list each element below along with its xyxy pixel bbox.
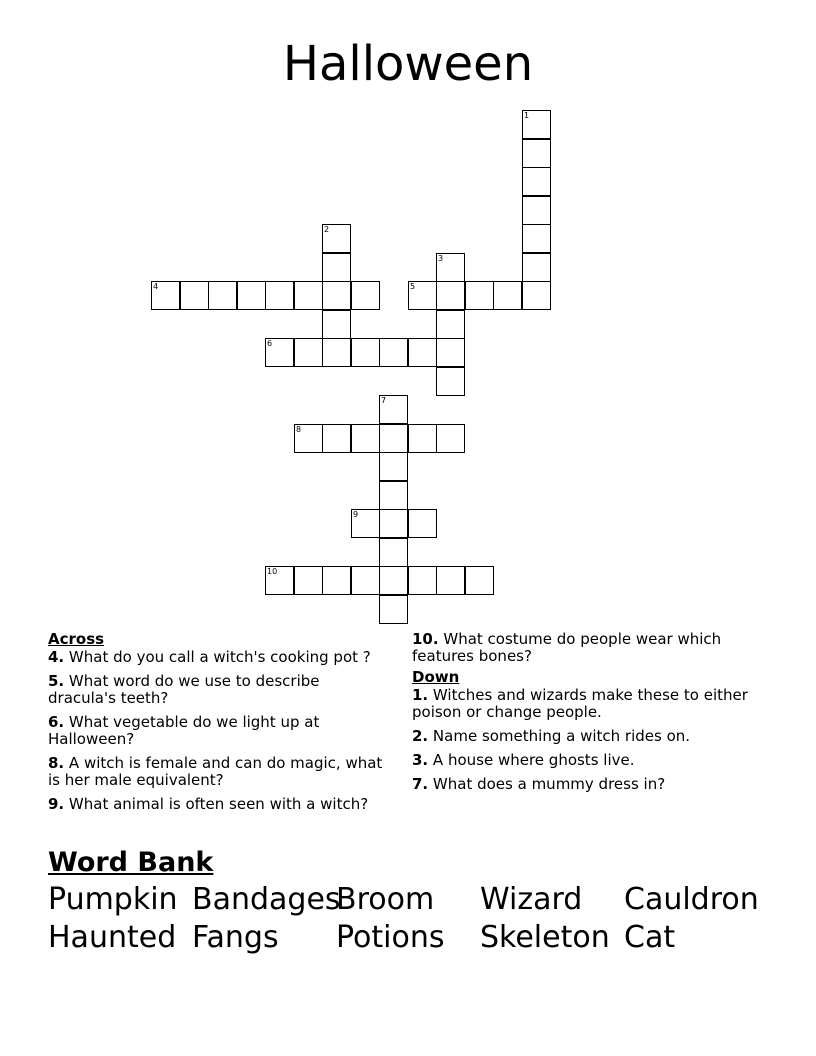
clue-across-9 <box>48 796 388 813</box>
grid-cell[interactable] <box>294 281 323 310</box>
clue-number: 1. <box>412 686 429 704</box>
grid-cell[interactable] <box>522 281 551 310</box>
grid-cell[interactable] <box>265 566 294 595</box>
word-bank-item: Haunted <box>48 920 177 955</box>
clue-text: What animal is often seen with a witch? <box>68 795 369 813</box>
word-bank-item: Pumpkin <box>48 882 178 917</box>
grid-cell[interactable] <box>151 281 180 310</box>
grid-cell[interactable] <box>351 281 380 310</box>
grid-cell[interactable] <box>436 424 465 453</box>
grid-cell[interactable] <box>522 196 551 225</box>
grid-cell[interactable] <box>436 367 465 396</box>
clue-across-5 <box>48 673 388 707</box>
grid-cell[interactable] <box>322 281 351 310</box>
clue-number: 6. <box>48 713 65 731</box>
clues-left-column <box>48 631 388 813</box>
grid-cell[interactable] <box>379 424 408 453</box>
grid-cell[interactable] <box>208 281 237 310</box>
clue-number: 5. <box>48 672 65 690</box>
grid-cell[interactable] <box>294 338 323 367</box>
grid-cell[interactable] <box>180 281 209 310</box>
grid-cell[interactable] <box>237 281 266 310</box>
word-bank-item: Broom <box>336 882 435 917</box>
clue-number: 8. <box>48 754 65 772</box>
cell-number: 9 <box>353 510 359 519</box>
grid-cell[interactable] <box>493 281 522 310</box>
clue-text: A witch is female and can do magic, what is her male equivalent? <box>48 754 383 789</box>
clue-down-7 <box>412 776 752 793</box>
clue-down-3 <box>412 752 752 769</box>
grid-cell[interactable] <box>408 338 437 367</box>
clue-number: 7. <box>412 775 429 793</box>
grid-cell[interactable] <box>379 481 408 510</box>
grid-cell[interactable] <box>322 253 351 282</box>
clue-text: Name something a witch rides on. <box>432 727 691 745</box>
grid-cell[interactable] <box>436 281 465 310</box>
clue-down-1 <box>412 687 752 721</box>
down-heading: Down <box>412 668 460 686</box>
grid-cell[interactable] <box>465 281 494 310</box>
word-bank-item: Potions <box>336 920 445 955</box>
clue-across-10 <box>412 631 752 665</box>
clue-across-8 <box>48 755 388 789</box>
clue-number: 9. <box>48 795 65 813</box>
cell-number: 5 <box>410 282 416 291</box>
cell-number: 7 <box>381 396 387 405</box>
grid-cell[interactable] <box>436 338 465 367</box>
cell-number: 3 <box>438 254 444 263</box>
clue-number: 3. <box>412 751 429 769</box>
word-bank-item: Wizard <box>480 882 583 917</box>
grid-cell[interactable] <box>408 566 437 595</box>
cell-number: 6 <box>267 339 273 348</box>
grid-cell[interactable] <box>322 224 351 253</box>
clue-text: Witches and wizards make these to either poison or change people. <box>412 686 748 721</box>
grid-cell[interactable] <box>322 566 351 595</box>
grid-cell[interactable] <box>294 566 323 595</box>
clue-text: What vegetable do we light up at Halloween? <box>48 713 320 748</box>
cell-number: 8 <box>296 425 302 434</box>
clue-text: A house where ghosts live. <box>432 751 635 769</box>
grid-cell[interactable] <box>436 310 465 339</box>
grid-cell[interactable] <box>522 139 551 168</box>
cell-number: 10 <box>267 567 278 576</box>
clue-down-2 <box>412 728 752 745</box>
grid-cell[interactable] <box>379 595 408 624</box>
word-bank-item: Fangs <box>192 920 279 955</box>
word-bank-item: Bandages <box>192 882 341 917</box>
word-bank-title: Word Bank <box>48 847 214 878</box>
grid-cell[interactable] <box>265 281 294 310</box>
word-bank-item: Cat <box>624 920 676 955</box>
grid-cell[interactable] <box>522 110 551 139</box>
word-bank-item: Skeleton <box>480 920 610 955</box>
clue-across-4 <box>48 649 388 666</box>
grid-cell[interactable] <box>351 566 380 595</box>
clue-text: What word do we use to describe dracula's teeth? <box>48 672 320 707</box>
clues-right-column <box>412 631 752 793</box>
grid-cell[interactable] <box>522 167 551 196</box>
grid-cell[interactable] <box>351 424 380 453</box>
grid-cell[interactable] <box>265 338 294 367</box>
clue-text: What costume do people wear which features bones? <box>412 630 722 665</box>
grid-cell[interactable] <box>379 338 408 367</box>
cell-number: 1 <box>524 111 530 120</box>
grid-cell[interactable] <box>522 253 551 282</box>
clue-number: 4. <box>48 648 65 666</box>
grid-cell[interactable] <box>408 424 437 453</box>
grid-cell[interactable] <box>379 566 408 595</box>
clue-number: 2. <box>412 727 429 745</box>
cell-number: 4 <box>153 282 159 291</box>
puzzle-title: Halloween <box>282 36 534 92</box>
grid-cell[interactable] <box>294 424 323 453</box>
across-heading: Across <box>48 630 105 648</box>
clue-number: 10. <box>412 630 439 648</box>
clue-text: What do you call a witch's cooking pot ? <box>68 648 371 666</box>
grid-cell[interactable] <box>379 395 408 424</box>
word-bank-item: Cauldron <box>624 882 759 917</box>
grid-cell[interactable] <box>408 509 437 538</box>
grid-cell[interactable] <box>379 452 408 481</box>
grid-cell[interactable] <box>522 224 551 253</box>
grid-cell[interactable] <box>322 338 351 367</box>
grid-cell[interactable] <box>379 538 408 567</box>
grid-cell[interactable] <box>322 310 351 339</box>
grid-cell[interactable] <box>351 338 380 367</box>
cell-number: 2 <box>324 225 330 234</box>
clue-across-6 <box>48 714 388 748</box>
grid-cell[interactable] <box>379 509 408 538</box>
clue-text: What does a mummy dress in? <box>432 775 666 793</box>
grid-cell[interactable] <box>436 253 465 282</box>
grid-cell[interactable] <box>351 509 380 538</box>
grid-cell[interactable] <box>436 566 465 595</box>
grid-cell[interactable] <box>465 566 494 595</box>
grid-cell[interactable] <box>408 281 437 310</box>
grid-cell[interactable] <box>322 424 351 453</box>
